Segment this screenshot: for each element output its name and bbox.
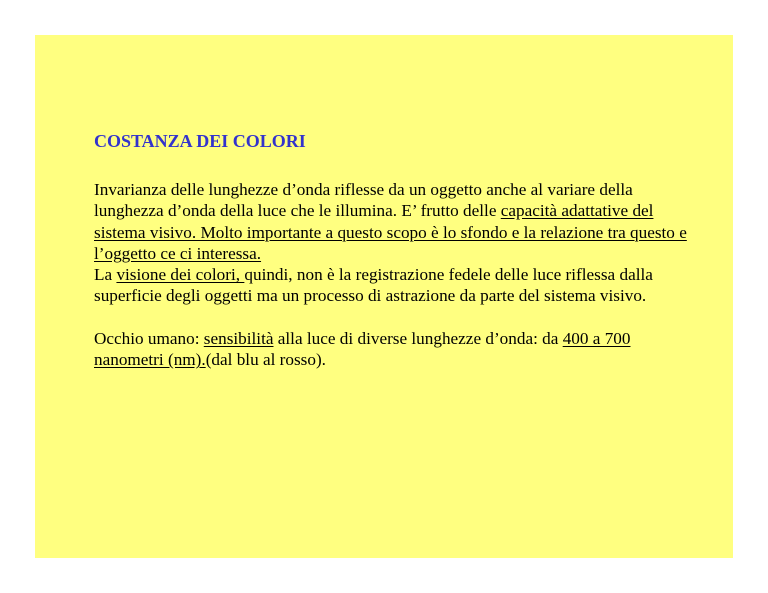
definition-text: Invarianza delle lunghezze d’onda riflesse da un oggetto anche al variare della lunghezza d’onda della luce che le illumina. E’ frutto delle [94, 180, 633, 221]
color-vision-lead: La [94, 265, 117, 285]
paragraph-human-eye [94, 328, 704, 371]
paragraph-definition [94, 179, 704, 264]
human-eye-lead: Occhio umano: [94, 328, 204, 348]
human-eye-text: alla luce di diverse lunghezze d’onda: da [273, 328, 563, 348]
sensitivity-underlined: sensibilità [203, 328, 274, 348]
slide-title: COSTANZA DEI COLORI [94, 131, 306, 151]
wavelength-range-underlined: 400 a 700 nanometri (nm). [94, 328, 631, 370]
slide-content [94, 130, 704, 370]
paragraph-color-vision [94, 264, 704, 307]
color-range-text: (dal blu al rosso). [205, 350, 326, 370]
color-vision-text: quindi, non è la registrazione fedele delle luce riflessa dalla superficie degli oggetti ma un processo di astrazione da parte del sistema visivo. [94, 265, 653, 306]
color-vision-underlined: visione dei colori, [116, 265, 245, 285]
slide [35, 35, 733, 558]
definition-underlined-text: capacità adattative del sistema visivo. Molto importante a questo scopo è lo sfondo e la relazione tra questo e l’oggetto ce ci interessa. [94, 201, 687, 263]
